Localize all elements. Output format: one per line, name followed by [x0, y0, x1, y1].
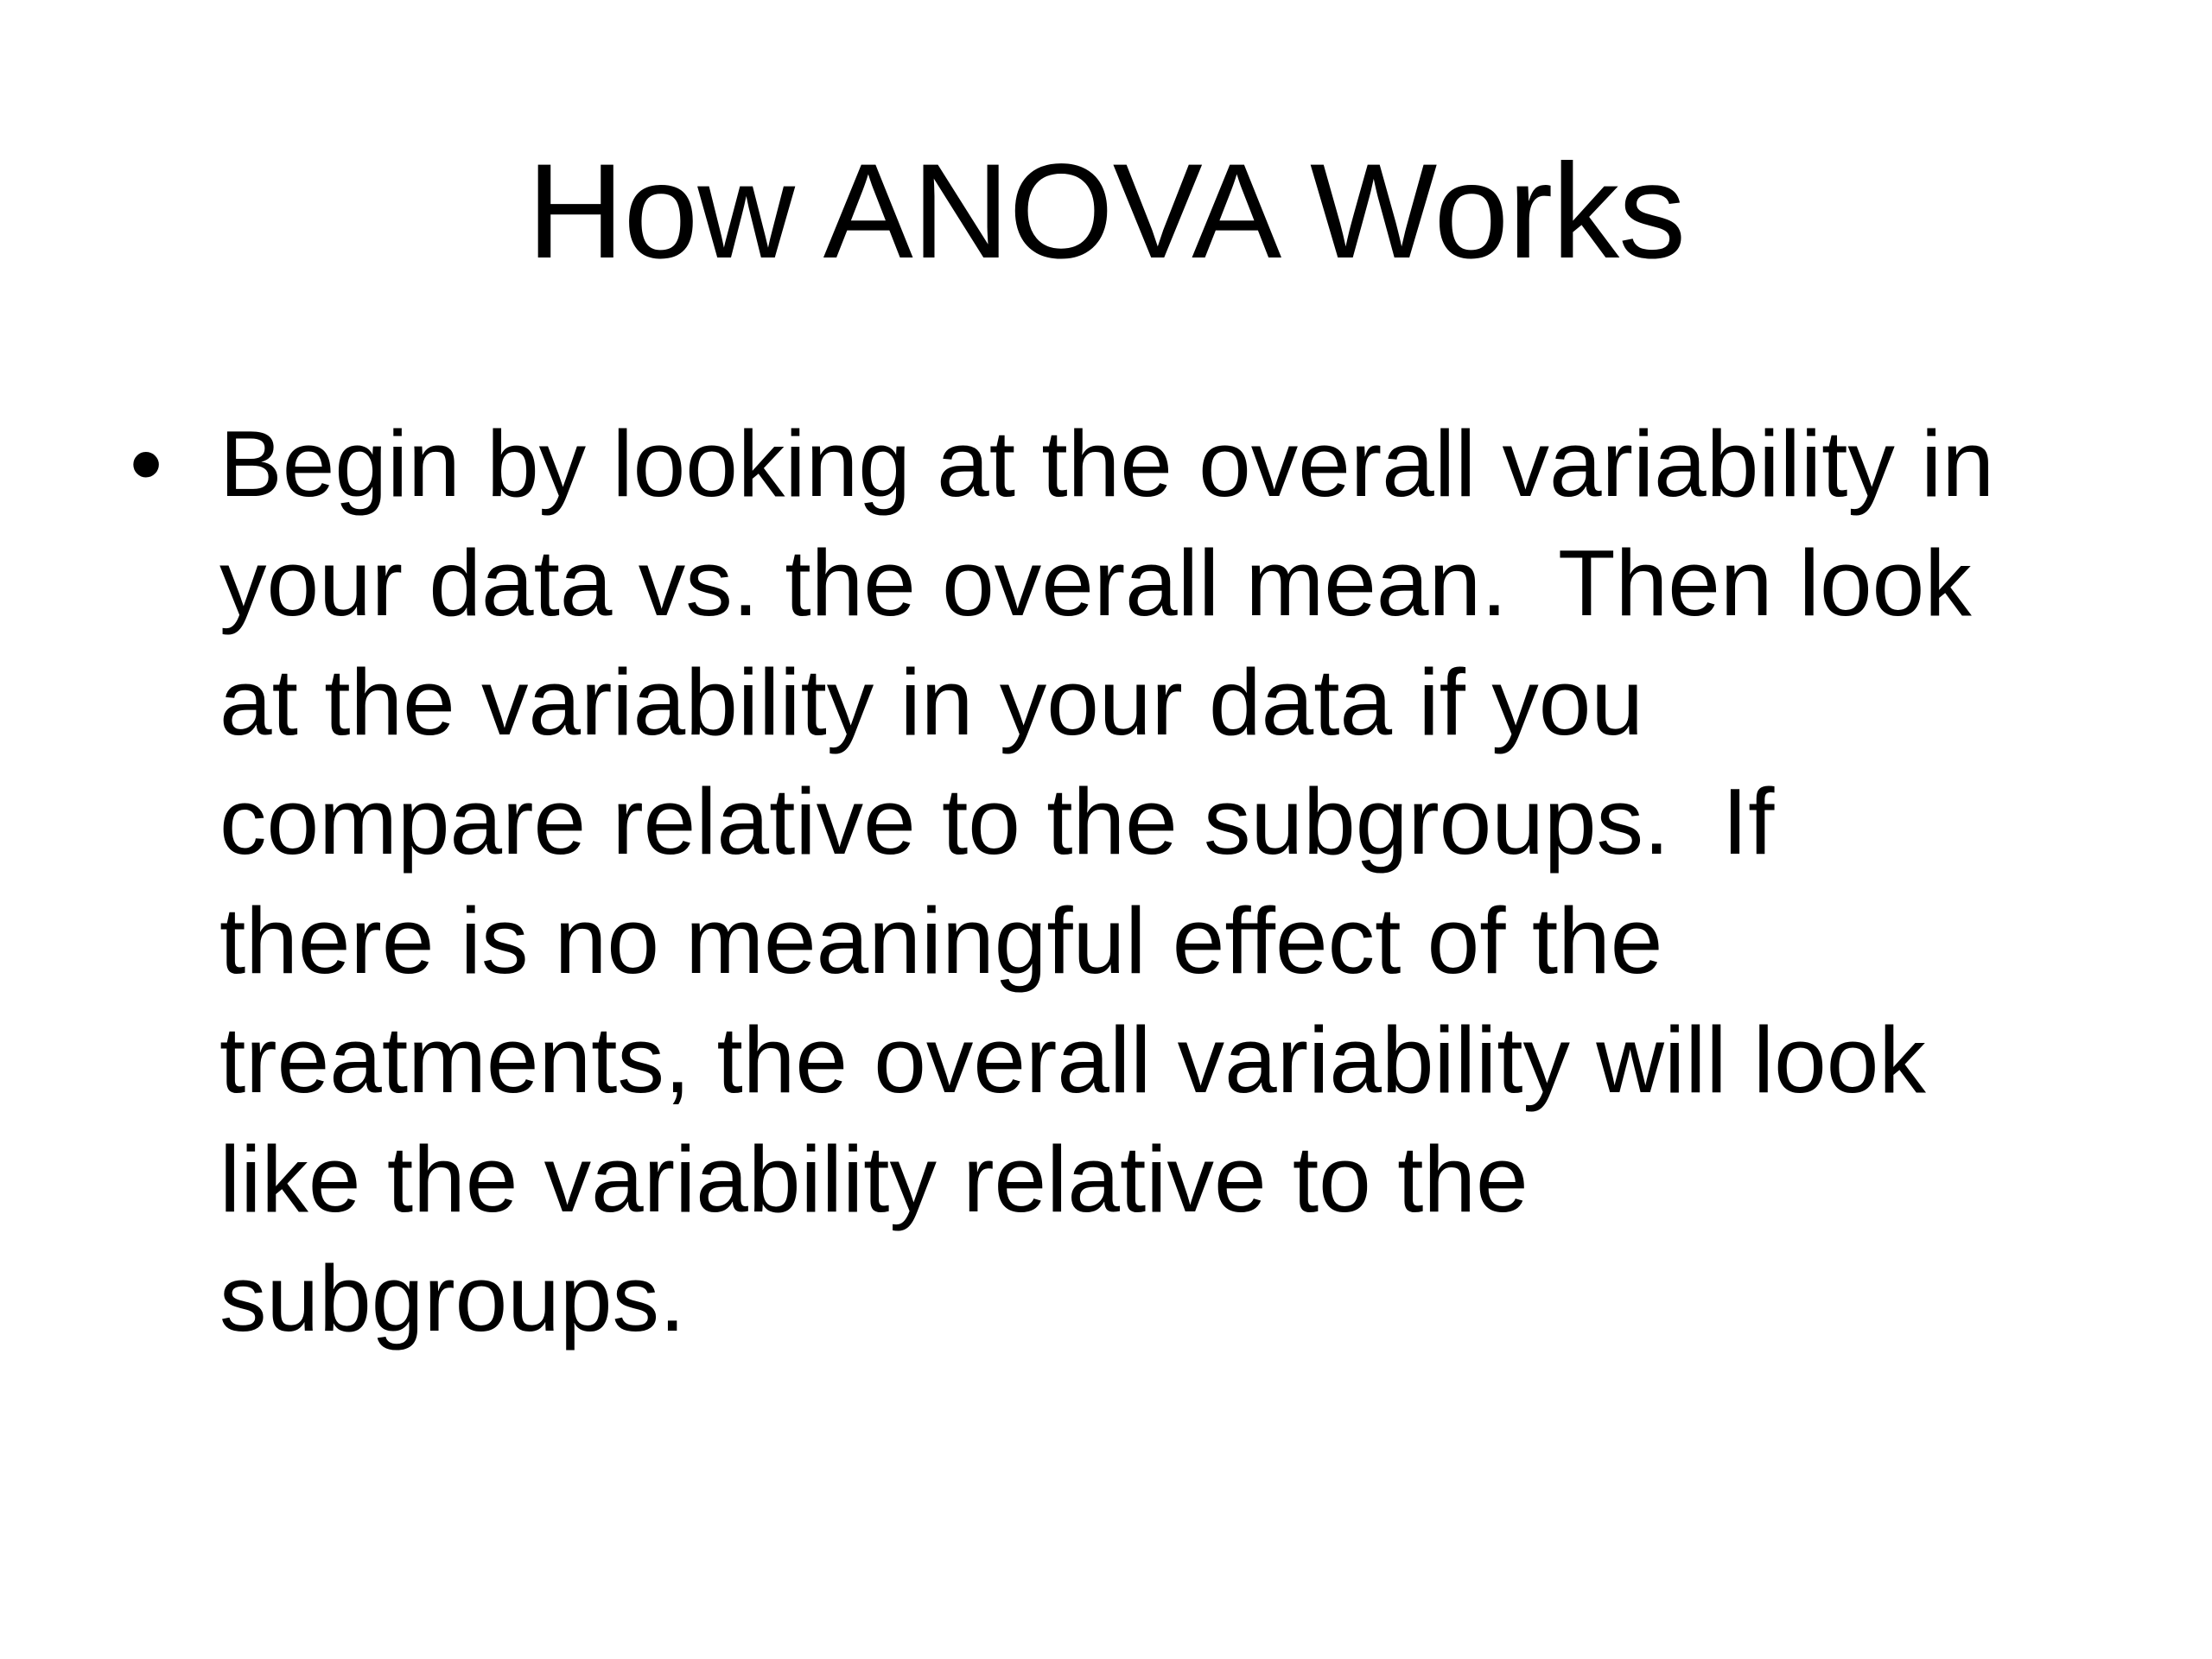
- bullet-marker-icon: •: [130, 411, 163, 517]
- bullet-text-line: there is no meaningful effect of the: [219, 888, 1663, 994]
- bullet-text-line: your data vs. the overall mean. Then look: [219, 531, 1972, 636]
- bullet-text-line: Begin by looking at the overall variability in: [219, 411, 1994, 517]
- bullet-item: [130, 404, 2108, 1358]
- bullet-text-line: treatments, the overall variability will look: [219, 1007, 1926, 1113]
- bullet-list: [130, 404, 2108, 1358]
- bullet-text-line: like the variability relative to the: [219, 1127, 1529, 1232]
- bullet-text-line: at the variability in your data if you: [219, 650, 1643, 755]
- bullet-text-line: compare relative to the subgroups. If: [219, 769, 1775, 874]
- slide-title: How ANOVA Works: [526, 137, 1686, 287]
- bullet-text-line: subgroups.: [219, 1246, 686, 1351]
